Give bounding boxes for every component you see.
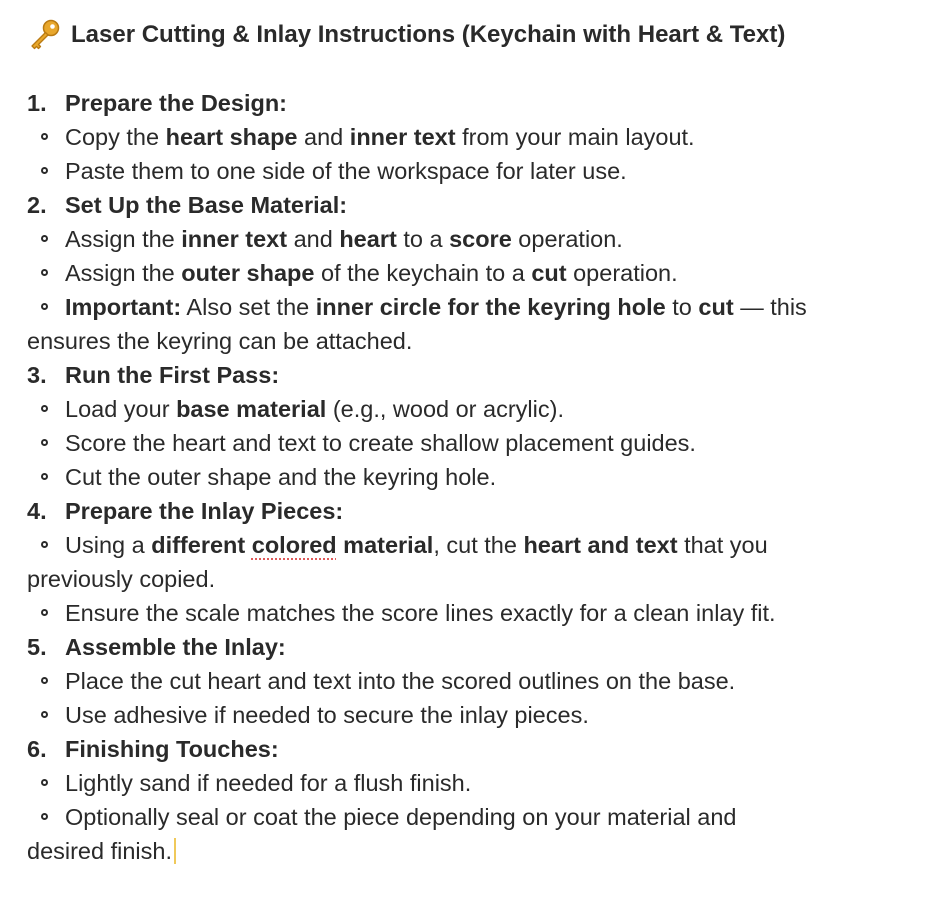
- step-heading: 4. Prepare the Inlay Pieces:: [27, 498, 344, 524]
- misspelled-word[interactable]: colored: [251, 532, 337, 558]
- step-heading: 2. Set Up the Base Material:: [27, 192, 348, 218]
- list-item: Copy the heart shape and inner text from your main layout.: [65, 124, 695, 150]
- step-heading: 6. Finishing Touches:: [27, 736, 279, 762]
- list-item-continuation: ensures the keyring can be attached.: [27, 328, 413, 354]
- list-item: Important: Also set the inner circle for the keyring hole to cut — this: [65, 294, 807, 320]
- document-title: [27, 18, 932, 52]
- text-cursor: [174, 838, 176, 864]
- list-item: Optionally seal or coat the piece depending on your material and: [65, 804, 737, 830]
- step-heading: 1. Prepare the Design:: [27, 90, 288, 116]
- key-icon: [27, 19, 61, 51]
- list-item: Assign the inner text and heart to a score operation.: [65, 226, 623, 252]
- list-item: Load your base material (e.g., wood or acrylic).: [65, 396, 564, 422]
- list-item: Cut the outer shape and the keyring hole.: [65, 464, 497, 490]
- list-item-continuation: previously copied.: [27, 566, 216, 592]
- title-text: Laser Cutting & Inlay Instructions (Keychain with Heart & Text): [71, 21, 786, 48]
- list-item: Place the cut heart and text into the scored outlines on the base.: [65, 668, 736, 694]
- list-item: Assign the outer shape of the keychain to a cut operation.: [65, 260, 678, 286]
- list-item-continuation: desired finish.: [27, 834, 932, 868]
- list-item: Use adhesive if needed to secure the inlay pieces.: [65, 702, 589, 728]
- list-item: Ensure the scale matches the score lines exactly for a clean inlay fit.: [65, 600, 776, 626]
- list-item: Score the heart and text to create shallow placement guides.: [65, 430, 696, 456]
- step-heading: 3. Run the First Pass:: [27, 362, 280, 388]
- document-body[interactable]: [27, 18, 932, 868]
- list-item: Lightly sand if needed for a flush finish.: [65, 770, 472, 796]
- step-heading: 5. Assemble the Inlay:: [27, 634, 286, 660]
- list-item: Paste them to one side of the workspace for later use.: [65, 158, 627, 184]
- list-item: Using a different colored material, cut the heart and text that you: [65, 532, 768, 558]
